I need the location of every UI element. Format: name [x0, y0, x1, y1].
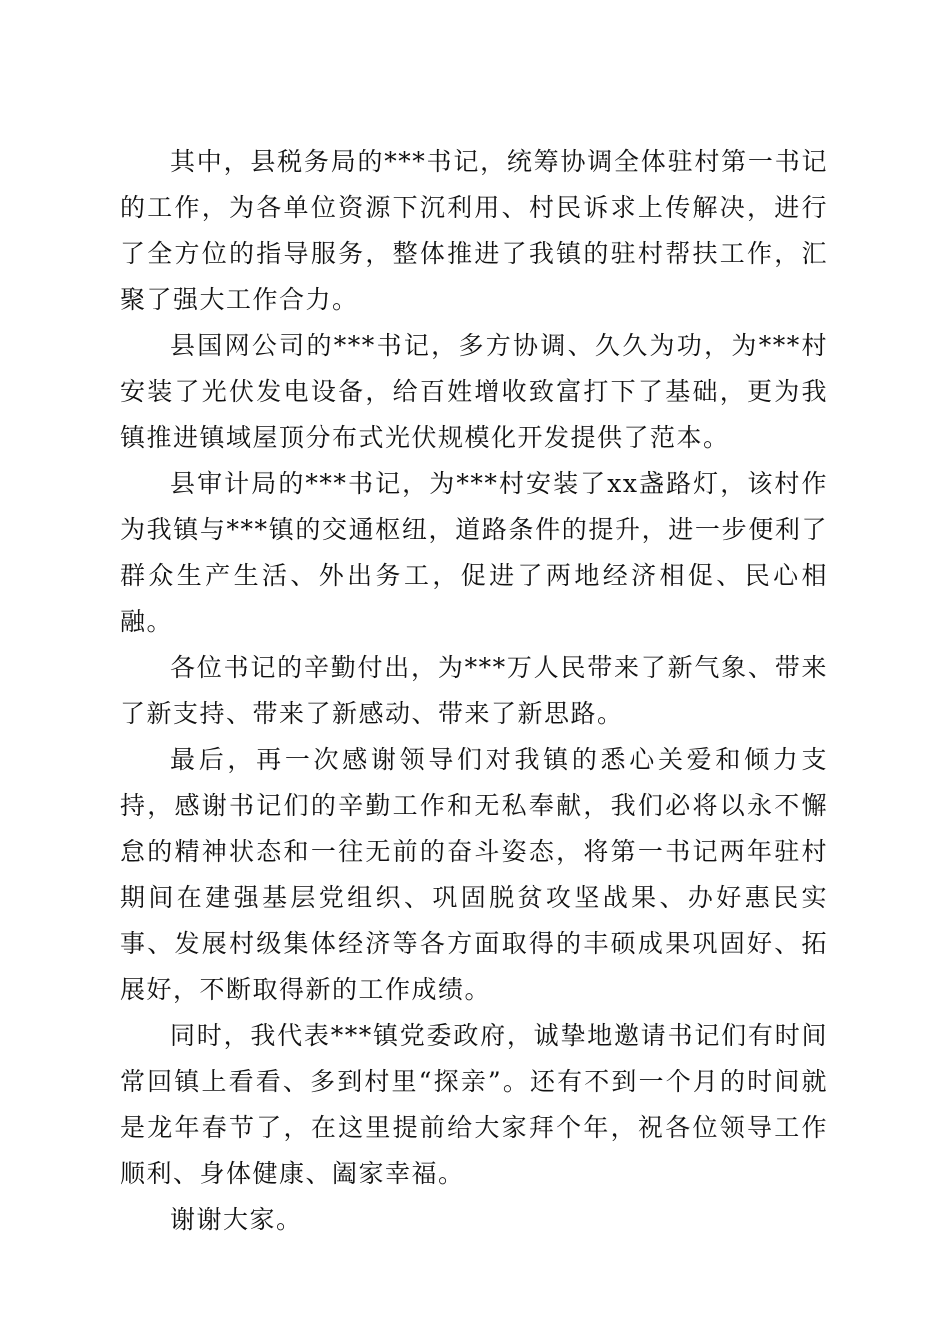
paragraph-final-thanks: 最后，再一次感谢领导们对我镇的悉心关爱和倾力支持，感谢书记们的辛勤工作和无私奉献，我们必将以永不懈怠的精神状态和一往无前的奋斗姿态，将第一书记两年驻村期间在建强基层党组织、巩固脱贫攻坚战果、办好惠民实事、发展村级集体经济等各方面取得的丰硕成果巩固好、拓展好，不断取得新的工作成绩。 — [120, 745, 828, 1004]
paragraph-invitation: 同时，我代表***镇党委政府，诚挚地邀请书记们有时间常回镇上看看、多到村里“探亲”。还有不到一个月的时间就是龙年春节了，在这里提前给大家拜个年，祝各位领导工作顺利、身体健康、阖家幸福。 — [120, 1021, 828, 1188]
document-body — [120, 139, 828, 1243]
paragraph-closing: 谢谢大家。 — [170, 1205, 303, 1234]
paragraph-state-grid-secretary: 县国网公司的***书记，多方协调、久久为功，为***村安装了光伏发电设备，给百姓增收致富打下了基础，更为我镇推进镇域屋顶分布式光伏规模化开发提供了范本。 — [120, 331, 828, 452]
paragraph-secretaries-contribution: 各位书记的辛勤付出，为***万人民带来了新气象、带来了新支持、带来了新感动、带来了新思路。 — [120, 653, 828, 728]
paragraph-tax-bureau-secretary: 其中，县税务局的***书记，统筹协调全体驻村第一书记的工作，为各单位资源下沉利用、村民诉求上传解决，进行了全方位的指导服务，整体推进了我镇的驻村帮扶工作，汇聚了强大工作合力。 — [120, 147, 828, 314]
paragraph-audit-bureau-secretary: 县审计局的***书记，为***村安装了xx盏路灯，该村作为我镇与***镇的交通枢纽，道路条件的提升，进一步便利了群众生产生活、外出务工，促进了两地经济相促、民心相融。 — [120, 469, 828, 636]
